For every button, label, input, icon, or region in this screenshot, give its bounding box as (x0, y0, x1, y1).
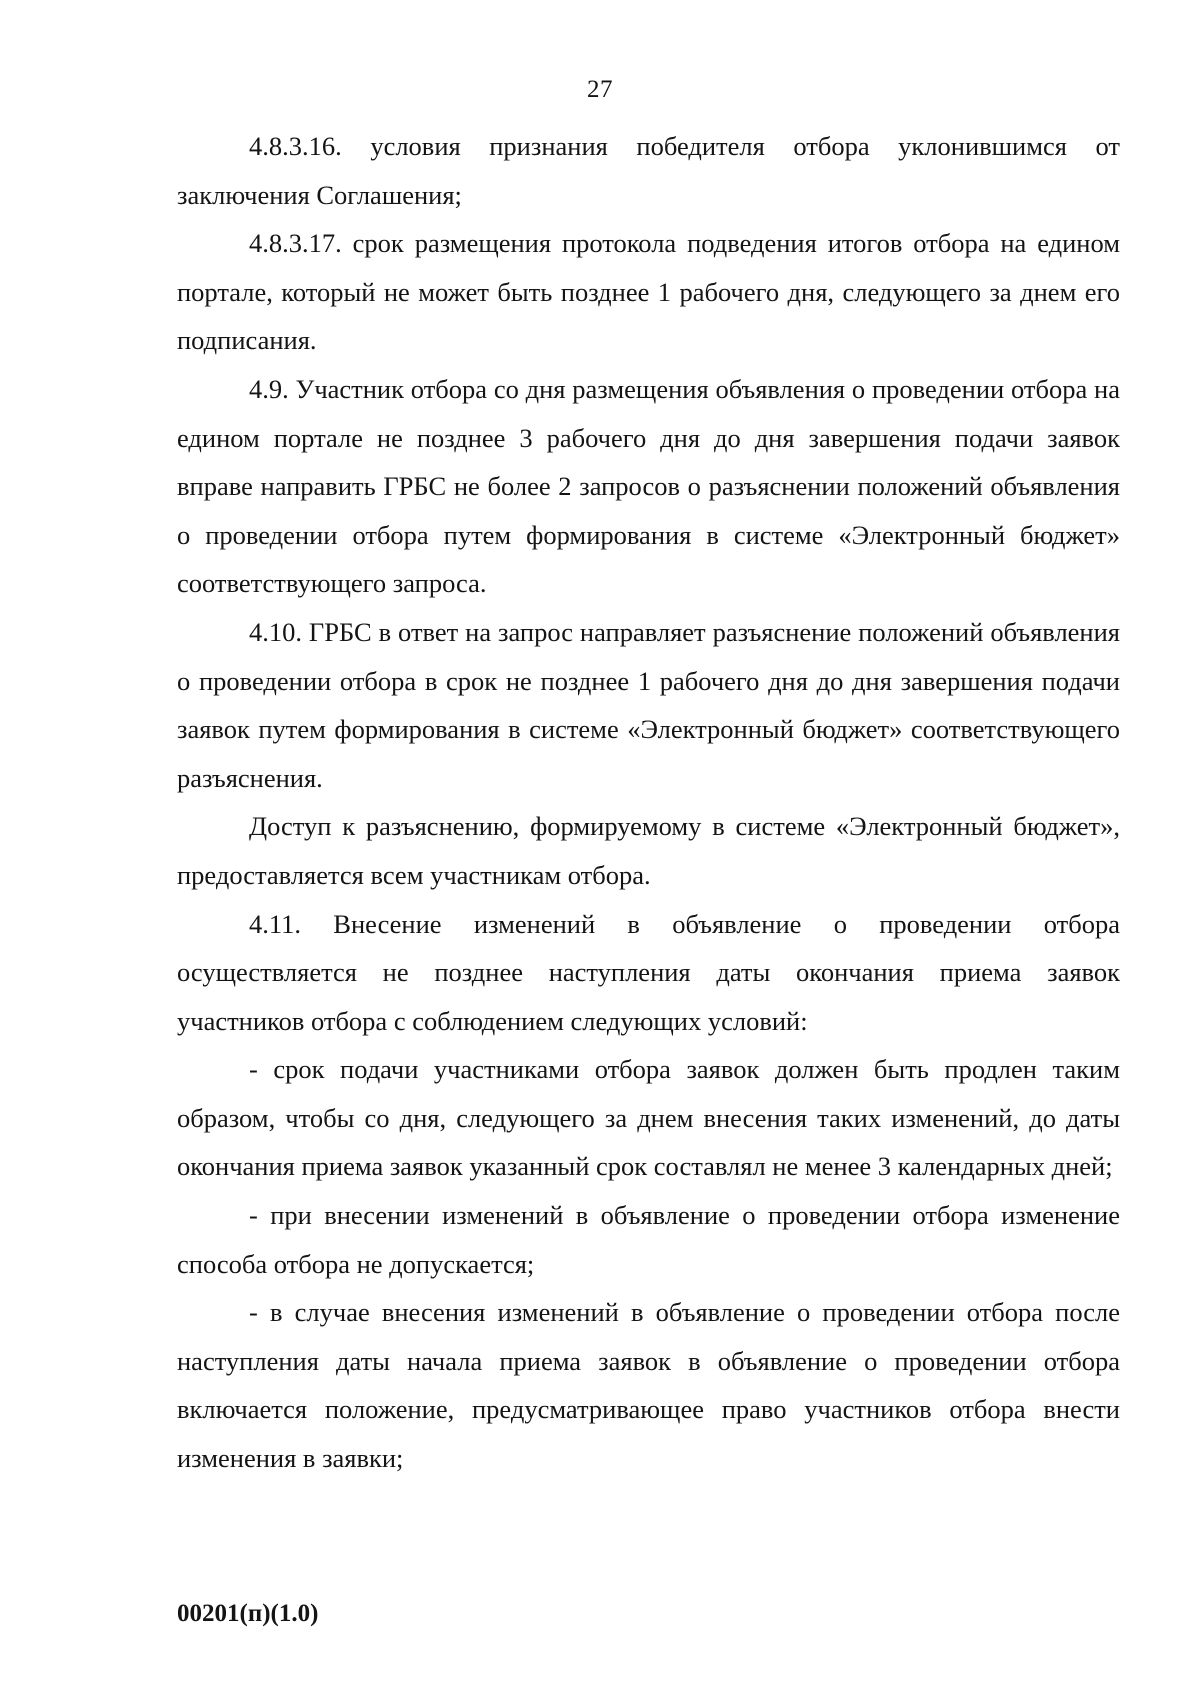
page-number: 27 (587, 76, 613, 103)
paragraph-4-10: 4.10. ГРБС в ответ на запрос направляет разъяснение положений объявления о проведении отбора в срок не позднее 1 рабочего дня до дня завершения подачи заявок путем формирования в системе «Электронный бюджет» соответствующего разъяснения. (177, 616, 1120, 793)
paragraph-access: Доступ к разъяснению, формируемому в системе «Электронный бюджет», предоставляется всем участникам отбора. (177, 811, 1120, 890)
paragraph-4-11: 4.11. Внесение изменений в объявление о проведении отбора осуществляется не позднее наступления даты окончания приема заявок участников отбора с соблюдением следующих условий: (177, 908, 1120, 1036)
list-item-method-unchanged: - при внесении изменений в объявление о проведении отбора изменение способа отбора не допускается; (177, 1200, 1120, 1279)
list-item-deadline-extension: - срок подачи участниками отбора заявок должен быть продлен таким образом, чтобы со дня, следующего за днем внесения таких изменений, до даты окончания приема заявок указанный срок составлял не менее 3 календарных дней; (177, 1054, 1120, 1182)
paragraph-4-8-3-17: 4.8.3.17. срок размещения протокола подведения итогов отбора на едином портале, который не может быть позднее 1 рабочего дня, следующего за днем его подписания. (177, 228, 1120, 356)
document-body (177, 122, 1120, 1483)
paragraph-4-9: 4.9. Участник отбора со дня размещения объявления о проведении отбора на едином портале не позднее 3 рабочего дня до дня завершения подачи заявок вправе направить ГРБС не более 2 запросов о разъяснении положений объявления о проведении отбора путем формирования в системе «Электронный бюджет» соответствующего запроса. (177, 373, 1120, 599)
document-code: 00201(п)(1.0) (177, 1600, 319, 1627)
paragraph-4-8-3-16: 4.8.3.16. условия признания победителя отбора уклонившимся от заключения Соглашения; (177, 131, 1120, 210)
list-item-amend-applications: - в случае внесения изменений в объявление о проведении отбора после наступления даты начала приема заявок в объявление о проведении отбора включается положение, предусматривающее право участников отбора внести изменения в заявки; (177, 1297, 1120, 1474)
